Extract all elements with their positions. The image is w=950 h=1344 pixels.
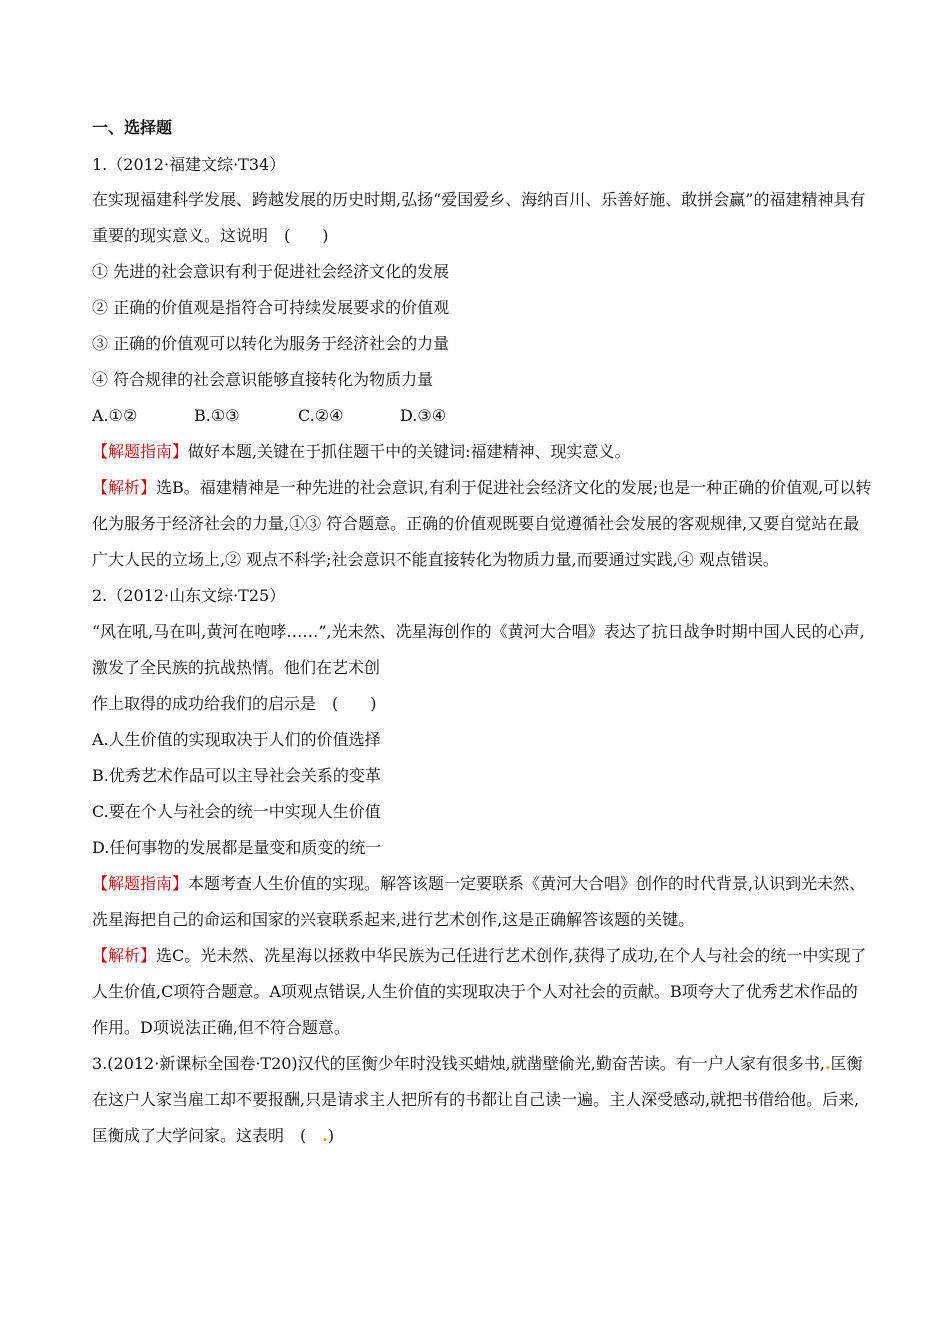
analysis-text: 选B。福建精神是一种先进的社会意识,有利于促进社会经济文化的发展;也是一种正确的价值观,可以转化为服务于经济社会的力量,①③ 符合题意。正确的价值观既要自觉遵循社会发展的客观规律,又要自觉站在最广大人民的立场上,② 观点不科学;社会意识不能直接转化为物质力量,而要通过实践,④ 观点错误。: [92, 478, 872, 569]
question-1-options: [92, 398, 872, 434]
question-1-stem: 在实现福建科学发展、跨越发展的历史时期,弘扬“爱国爱乡、海纳百川、乐善好施、敢拼会赢”的福建精神具有重要的现实意义。这说明 ( ): [92, 190, 866, 245]
guide-tag: 【解题指南】: [92, 874, 189, 893]
question-2-option-d: D.任何事物的发展都是量变和质变的统一: [92, 838, 382, 857]
question-2-source: 2.（2012·山东文综·T25）: [92, 586, 286, 605]
question-3-stem-part-2: 匡衡在这户人家当雇工却不要报酬,只是请求主人把所有的书都让自己读一遍。主人深受感动,就把书借给他。后来,匡衡成了大学问家。这表明 (: [92, 1054, 863, 1145]
question-2-stem: “风在吼,马在叫,黄河在咆哮……”,光未然、冼星海创作的《黄河大合唱》表达了抗日战争时期中国人民的心声,激发了全民族的抗战热情。他们在艺术创: [92, 622, 865, 677]
analysis-tag: 【解析】: [92, 478, 157, 497]
question-2-stem-cont: 作上取得的成功给我们的启示是 ( ): [92, 694, 377, 713]
analysis-tag: 【解析】: [92, 946, 157, 965]
question-1: [92, 155, 872, 578]
question-3: [92, 1046, 872, 1154]
question-1-analysis: [92, 470, 872, 578]
question-1-item-4: ④ 符合规律的社会意识能够直接转化为物质力量: [92, 370, 434, 389]
option-b: B.①③: [194, 406, 240, 425]
question-3-stem-part-1: 3.(2012·新课标全国卷·T20)汉代的匡衡少年时没钱买蜡烛,就凿壁偷光,勤奋苦读。有一户人家有很多书,: [92, 1054, 825, 1073]
question-2-option-b: B.优秀艺术作品可以主导社会关系的变革: [92, 766, 381, 785]
option-c: C.②④: [298, 406, 344, 425]
section-title: 一、选择题: [92, 118, 173, 137]
analysis-text: 选C。光未然、冼星海以拯救中华民族为己任进行艺术创作,获得了成功,在个人与社会的统一中实现了人生价值,C项符合题意。A项观点错误,人生价值的实现取决于个人对社会的贡献。B项夸大了优秀艺术作品的作用。D项说法正确,但不符合题意。: [92, 946, 867, 1037]
question-3-stem: [92, 1046, 872, 1154]
question-1-source: 1.（2012·福建文综·T34）: [92, 155, 286, 174]
option-a: A.①②: [92, 406, 138, 425]
guide-text: 做好本题,关键在于抓住题干中的关键词:福建精神、现实意义。: [188, 442, 631, 461]
question-2: [92, 578, 872, 1046]
highlight-dot: .: [322, 1126, 328, 1145]
document-page: [92, 118, 872, 1154]
question-1-guide: [92, 434, 872, 470]
question-1-item-3: ③ 正确的价值观可以转化为服务于经济社会的力量: [92, 334, 450, 353]
guide-tag: 【解题指南】: [92, 442, 189, 461]
question-2-analysis: [92, 938, 872, 1046]
question-1-item-2: ② 正确的价值观是指符合可持续发展要求的价值观: [92, 298, 450, 317]
question-2-option-a: A.人生价值的实现取决于人们的价值选择: [92, 730, 381, 749]
question-3-stem-part-3: ): [327, 1126, 335, 1145]
option-d: D.③④: [400, 406, 447, 425]
guide-text: 本题考查人生价值的实现。解答该题一定要联系《黄河大合唱》创作的时代背景,认识到光未然、冼星海把自己的命运和国家的兴衰联系起来,进行艺术创作,这是正确解答该题的关键。: [92, 874, 866, 929]
question-2-guide: [92, 866, 872, 938]
question-2-option-c: C.要在个人与社会的统一中实现人生价值: [92, 802, 381, 821]
question-1-item-1: ① 先进的社会意识有利于促进社会经济文化的发展: [92, 262, 450, 281]
highlight-dot: .: [824, 1054, 831, 1073]
